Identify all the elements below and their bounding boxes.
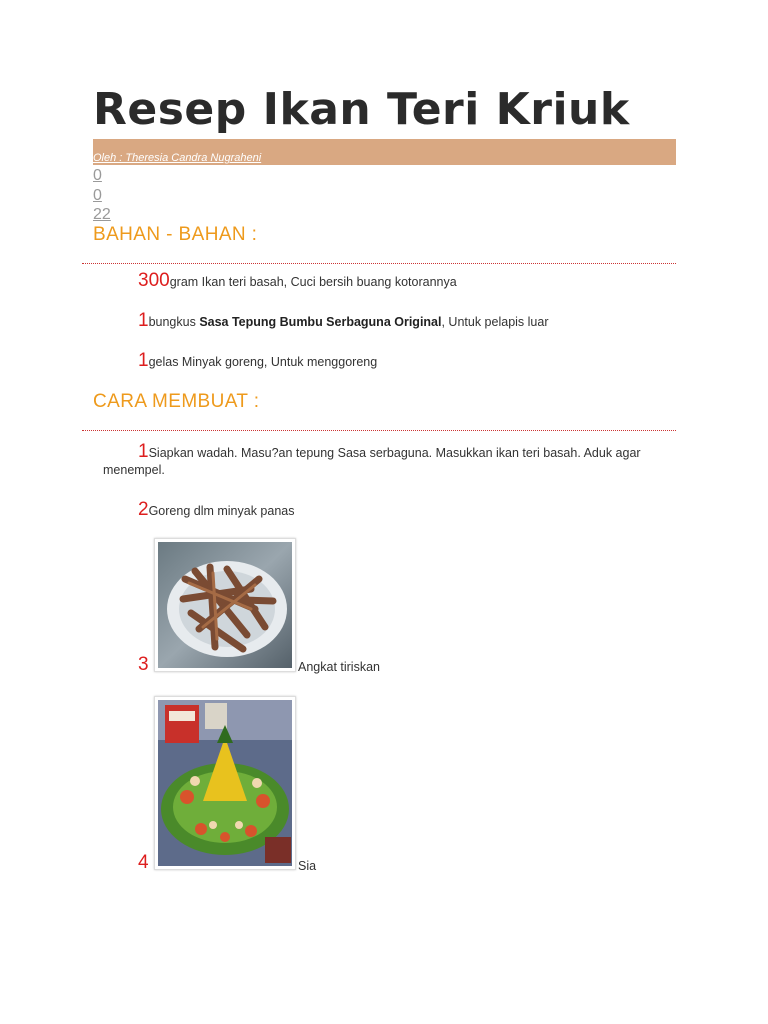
step-number: 2 xyxy=(138,499,149,520)
step-item xyxy=(138,852,149,874)
counters xyxy=(93,166,111,225)
counter-link-1[interactable]: 0 xyxy=(93,167,102,184)
author-bar xyxy=(93,139,676,165)
step-text: Angkat tiriskan xyxy=(298,660,380,674)
ingredient-text: bungkus xyxy=(148,315,200,329)
rice-cone-platter-photo xyxy=(154,696,296,870)
ingredient-quantity: 1 xyxy=(138,310,149,331)
page-title: Resep Ikan Teri Kriuk xyxy=(93,84,630,135)
step-number: 3 xyxy=(138,654,149,675)
step-item xyxy=(103,443,663,479)
step-number: 1 xyxy=(138,441,149,462)
ingredient-quantity: 300 xyxy=(138,270,170,291)
ingredient-quantity: 1 xyxy=(138,350,149,371)
step-item xyxy=(138,499,294,521)
ingredient-text: gram Ikan teri basah, Cuci bersih buang kotorannya xyxy=(169,275,457,289)
ingredients-heading: BAHAN - BAHAN : xyxy=(93,224,258,245)
ingredient-text: gelas Minyak goreng, Untuk menggoreng xyxy=(148,355,378,369)
steps-divider xyxy=(82,430,676,431)
ingredient-item xyxy=(138,350,377,372)
ingredient-item xyxy=(138,310,549,332)
step-number: 4 xyxy=(138,852,149,873)
fried-anchovies-photo xyxy=(154,538,296,672)
step-text: Goreng dlm minyak panas xyxy=(148,504,295,518)
ingredient-item xyxy=(138,270,457,292)
step-text: Siapkan wadah. Masu?an tepung Sasa serbaguna. Masukkan ikan teri basah. Aduk agar menempel. xyxy=(103,446,641,477)
ingredient-product-name: Sasa Tepung Bumbu Serbaguna Original xyxy=(199,315,442,329)
author-link[interactable]: Oleh : Theresia Candra Nugraheni xyxy=(93,152,262,164)
steps-heading: CARA MEMBUAT : xyxy=(93,391,260,412)
ingredients-divider xyxy=(82,263,676,264)
counter-link-3[interactable]: 22 xyxy=(93,206,111,223)
ingredient-text-suffix: , Untuk pelapis luar xyxy=(441,315,549,329)
step-text: Sia xyxy=(298,859,317,873)
counter-link-2[interactable]: 0 xyxy=(93,186,102,204)
step-item xyxy=(138,654,149,676)
